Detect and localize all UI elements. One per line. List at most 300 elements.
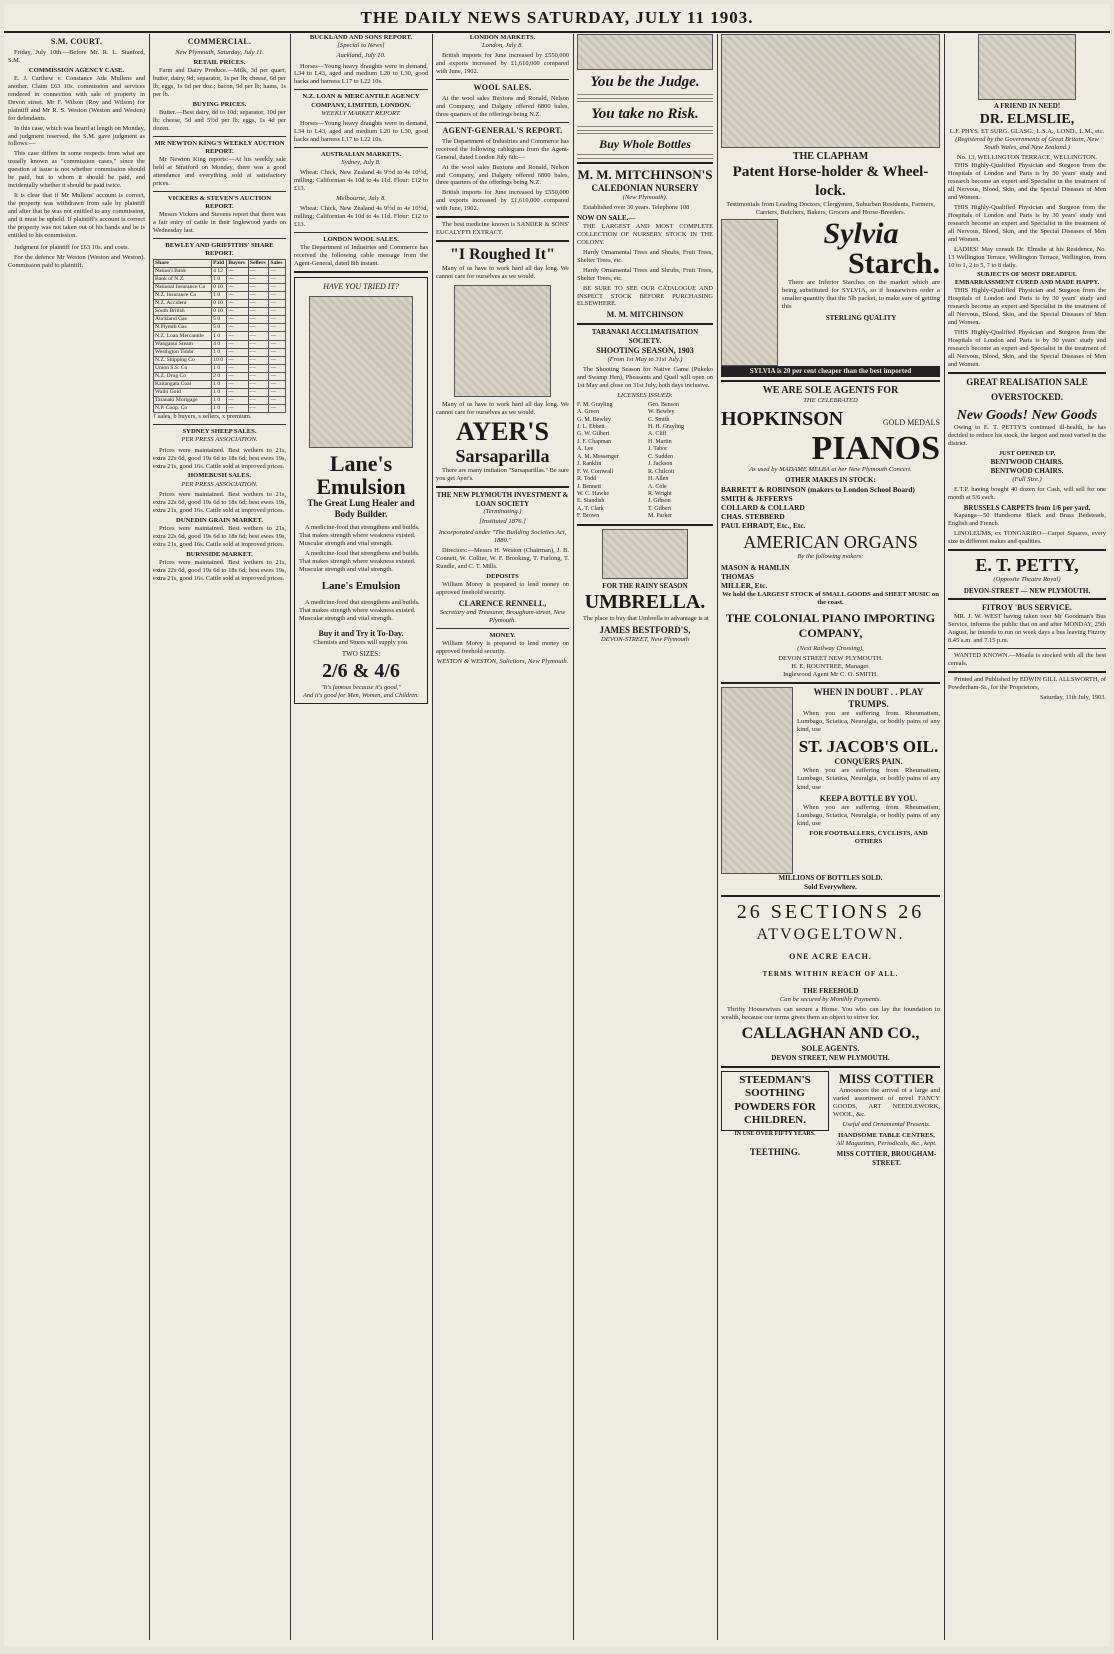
table-cell: — xyxy=(227,397,249,405)
bentwood: BENTWOOD CHAIRS. xyxy=(990,458,1064,467)
clapham: THE CLAPHAM xyxy=(792,151,869,162)
jacobs-copy xyxy=(797,687,940,874)
license-name: C. Sudden xyxy=(648,453,674,460)
table-row xyxy=(154,340,286,348)
other-makes: OTHER MAKES IN STOCK: xyxy=(785,476,876,485)
magazines: All Magazines, Periodicals, &c., kept. xyxy=(836,1139,937,1147)
press-line: PER PRESS ASSOCIATION. xyxy=(181,480,258,488)
mm2: M. M. MITCHINSON xyxy=(606,310,684,320)
table-row xyxy=(154,308,286,316)
melbourne-text: Wheat: Chick, New Zealand 4s 9½d to 4s 10½d, milling; Californian 4s 10d to 4s 11d. Flour: £12 to £13. xyxy=(294,204,428,228)
money-text: William Morey is prepared to lend money on approved freehold security. xyxy=(436,640,569,656)
stock: We hold the LARGEST STOCK of SMALL GOODS and SHEET MUSIC on the coast. xyxy=(722,590,939,606)
names-column xyxy=(648,402,713,521)
table-row xyxy=(154,300,286,308)
wheat-text: Wheat: Chick, New Zealand 4s 9½d to 4s 10½d, milling; Californian 4s 10d to 4s 11d. Flour: £12 to £13. xyxy=(294,169,428,192)
court-para: Judgment for plaintiff for £63 10s. and costs. xyxy=(14,243,130,251)
divider xyxy=(721,895,940,897)
table-cell: Waihi Gold xyxy=(154,389,212,397)
license-name: A. Cole xyxy=(648,483,667,490)
loan-text: Horses—Young heavy draughts were in demand, L34 to L43, aged and medium L20 to L30, good hacks and harness L17 to L22 10s. xyxy=(294,119,428,143)
divider xyxy=(153,238,286,239)
table-cell: — xyxy=(248,332,269,340)
subjects: SUBJECTS OF MOST DREADFUL EMBARRASSMENT CURED AND MADE HAPPY. xyxy=(954,271,1100,287)
sections: 26 SECTIONS 26 xyxy=(736,900,925,923)
table-cell: — xyxy=(269,308,286,316)
license-name: J. Tabor xyxy=(648,446,668,453)
retail-text: Farm and Dairy Produce.—Milk, 3d per quart; butter, dairy, 9d; separator, 1s per lb; cheese, 6d per lb; eggs, 1s 6d per doz.; bacon, 9d per lb; hams, 1s per lb. xyxy=(153,67,286,99)
homebush-text: Prices were maintained. Best wethers to 21s, extra 22s 6d, good 19s 6d to 18s 6d; best ewes 19s, extra 21s, good 16s. Cattle sold at improved prices. xyxy=(153,490,286,514)
license-name: J. Bennett xyxy=(577,483,601,490)
gold: GOLD MEDALS xyxy=(882,418,940,428)
fifty: IN USE OVER FIFTY YEARS. xyxy=(734,1131,816,1138)
london-heading: LONDON MARKETS. xyxy=(469,34,536,41)
table-cell: — xyxy=(227,291,249,299)
organ-make: THOMAS xyxy=(721,572,754,582)
table-header-cell: Sellers xyxy=(248,259,269,267)
table-cell: — xyxy=(248,340,269,348)
license-name: A. Lee xyxy=(577,446,594,453)
table-cell: — xyxy=(227,364,249,372)
court-para: E. J. Carthew v. Constance Ada Mullens and another. Claim £63 10s. commission and services rendered in connection with sale of property in Devon street. Mr F. Wilson (Roy and Wilson) for plaintiff and Mr R. S. Weston (Weston and Weston) for defendants. xyxy=(8,74,145,122)
pianos: PIANOS xyxy=(811,429,940,467)
ayers-title: AYER'S xyxy=(456,416,549,446)
st-jacob-image xyxy=(721,687,793,874)
manager: H. E. ROUNTREE, Manager. xyxy=(791,663,870,671)
divider xyxy=(948,372,1106,374)
acre: ONE ACRE EACH. xyxy=(789,952,872,962)
table-cell: — xyxy=(227,324,249,332)
table-row xyxy=(154,275,286,283)
cottier-text: Announces the arrival of a large and varied assortment of novel FANCY GOODS, ART NEEDLEWORK, WOOL, &c. xyxy=(833,1086,940,1119)
doubt-text: When you are suffering from Rheumatism, Lumbago, Sciatica, Neuralgia, or bodily pains of any kind, use xyxy=(797,709,940,734)
steedman-ad xyxy=(721,1071,829,1168)
brussels: BRUSSELS CARPETS from 1/6 per yard. xyxy=(963,503,1091,512)
quals: L.F. PHYS. ET SURG. GLASG., L.S.A., LOND., L.M., etc. xyxy=(949,128,1105,136)
doctor: DR. ELMSLIE, xyxy=(979,111,1075,127)
share-table xyxy=(153,259,286,414)
bottom-ads xyxy=(721,1071,940,1168)
court-para: This case differs in some respects from what are usually known as "commission cases," since the question at issue is not whether commission should be paid, but to whom it should be paid, and incidentally whether it should be paid twice. xyxy=(8,150,145,190)
agents: WE ARE SOLE AGENTS FOR xyxy=(762,384,899,396)
burnside-text: Prices were maintained. Best wethers to 21s, extra 22s 6d, good 19s 6d to 18s 6d; best ewes 19s, extra 21s, good 16s. Cattle sold at improved prices. xyxy=(153,558,286,582)
table-cell: 1 0 xyxy=(212,275,227,283)
table-row xyxy=(154,389,286,397)
table-cell: South British xyxy=(154,308,212,316)
collection: THE LARGEST AND MOST COMPLETE COLLECTION OF NURSERY STOCK IN THE COLONY. xyxy=(577,223,713,246)
terms: TERMS WITHIN REACH OF ALL. xyxy=(762,970,899,979)
table-cell: 0 10 xyxy=(212,283,227,291)
sylvia-foot: SYLVIA is 20 per cent cheaper than the best imported xyxy=(721,366,940,377)
license-name: J. Ranklin xyxy=(577,461,602,468)
incorporated: Incorporated under "The Building Societies Act, 1880." xyxy=(438,528,567,544)
homebush-heading: HOMEBUSH SALES. xyxy=(187,472,252,480)
teething: TEETHING. xyxy=(749,1146,801,1157)
text-line xyxy=(577,154,713,155)
table-cell: Westhgton Timbr xyxy=(154,348,212,356)
sydney-text: Prices were maintained. Best wethers to 21s, extra 22s 6d, good 19s 6d to 18s 6d; best ewes 19s, extra 21s, good 16s. Cattle sold at improved prices. xyxy=(153,446,286,470)
rainy-heading: FOR THE RAINY SEASON xyxy=(602,581,688,590)
london-date: London, July 8. xyxy=(481,42,524,50)
keep: KEEP A BOTTLE BY YOU. xyxy=(819,793,918,803)
table-row xyxy=(154,267,286,275)
instituted: [Instituted 1876.] xyxy=(479,518,526,526)
table-cell: 0 10 xyxy=(212,308,227,316)
divider xyxy=(721,682,940,684)
divider xyxy=(294,271,428,273)
table-cell: 10 0 xyxy=(212,356,227,364)
newgoods: New Goods! New Goods xyxy=(956,408,1098,423)
now-on-sale: NOW ON SALE.— xyxy=(577,214,636,223)
jacobs-title: ST. JACOB'S OIL. xyxy=(798,737,939,757)
imprint-date: Saturday, 11th July, 1903. xyxy=(1039,693,1106,701)
bucklands-heading: BUCKLAND AND SONS REPORT. xyxy=(309,34,413,41)
license-name: J. L. Ebbett xyxy=(577,424,605,431)
table-cell: 1 0 xyxy=(212,405,227,413)
table-cell: — xyxy=(248,267,269,275)
agent-text-2: At the wool sales Buxtons and Ronald, Nelson and Company, and Dalgety offered 6800 bales, three quarters of the offerings being N.Z. xyxy=(436,163,569,187)
horse-holder-image xyxy=(721,34,940,148)
judge-title: You be the Judge. xyxy=(590,74,700,90)
table-cell: — xyxy=(248,275,269,283)
table-cell: N.Z. Insurance Co xyxy=(154,291,212,299)
devon-street: DEVON STREET NEW PLYMOUTH. xyxy=(778,654,883,662)
divider xyxy=(294,147,428,148)
license-name: H. Martin xyxy=(648,438,672,445)
taranaki-heading: TARANAKI ACCLIMATISATION SOCIETY. xyxy=(591,328,699,345)
table-cell: Union S.S. Co xyxy=(154,364,212,372)
elmslie-text-3: THIS Highly-Qualified Physician and Surgeon from the Hospitals of London and Paris is by 30 years' study and research become an expert and Specialist in the treatment of all Nervous, Blood, Skin, and the Special Diseases of Men and Women. xyxy=(948,287,1106,327)
sole-agents: SOLE AGENTS. xyxy=(801,1044,860,1053)
table-cell: — xyxy=(248,372,269,380)
agent-text: The Department of Industries and Commerce has received the following cablegram from the Agent-General, dated London July 6th:— xyxy=(436,137,569,161)
reg: (Registered by the Governments of Great Britain, New South Wales, and New Zealand.) xyxy=(955,135,1099,152)
steedman: STEEDMAN'S SOOTHING POWDERS FOR CHILDREN. xyxy=(721,1071,829,1132)
sydney-date: Sydney, July 8. xyxy=(341,158,381,166)
piano-make: CHAS. STEBBERD xyxy=(721,512,785,522)
column-london xyxy=(436,34,569,1640)
cottier-foot: MISS COTTIER, BROUGHAM-STREET. xyxy=(836,1149,937,1167)
divider xyxy=(721,1066,940,1068)
directors-text: Directors:—Messrs H. Weston (Chairman), J. B. Connett, W. Collier, W. F. Brooking, T. Furlong, T. Rundle, and C. T. Mills. xyxy=(436,546,569,570)
shooting-dates: (From 1st May to 31st July.) xyxy=(607,355,683,363)
column-rule xyxy=(717,34,718,1640)
ad-lanes-title: Lane's Emulsion xyxy=(316,450,406,499)
divider xyxy=(948,648,1106,649)
cottier: MISS COTTIER xyxy=(839,1070,934,1086)
deposits-heading: DEPOSITS xyxy=(486,572,519,580)
suite: (Full Size.) xyxy=(1012,475,1042,483)
table-cell: — xyxy=(227,308,249,316)
license-name: F. W. Cornwall xyxy=(577,468,614,475)
table-cell: 4 12 xyxy=(212,267,227,275)
divider xyxy=(294,89,428,90)
table-row xyxy=(154,332,286,340)
table-cell: — xyxy=(269,364,286,372)
bentwood-2: BENTWOOD CHAIRS. xyxy=(990,467,1064,476)
ad-price: 2/6 & 4/6 xyxy=(322,659,400,682)
license-name: E. Standish xyxy=(577,498,605,505)
ad-lanes-text: A medicine-food that strengthens and builds. That makes strength where weakness existed. Muscular strength and vital strength. xyxy=(299,524,420,548)
inglewood: Inglewood Agent Mr C. O. SMITH. xyxy=(783,671,878,679)
table-cell: 5 0 xyxy=(212,316,227,324)
piano-make: PAUL EHRADT, Etc., Etc. xyxy=(721,521,806,531)
ad-lanes-text-3: A medicine-food that strengthens and builds. That makes strength where weakness existed. Muscular strength and vital strength. xyxy=(299,599,420,623)
ad-buy: Buy it and Try it To-Day. xyxy=(318,629,404,639)
agent-text-3: British imports for June increased by £550,000 and exports increased by £1,610,000 compared with June, 1902. xyxy=(436,189,569,213)
wanted: WANTED KNOWN.—Moaila is stocked with all the best cereals. xyxy=(948,651,1106,667)
table-cell: — xyxy=(269,348,286,356)
special-line: [Special to News] xyxy=(337,42,385,50)
auckland-date: Auckland, July 10. xyxy=(336,52,386,60)
ad-lanes-sub: The Great Lung Healer and Body Builder. xyxy=(307,497,415,520)
table-cell: Auckland Gas xyxy=(154,316,212,324)
bus-text: MR. J. W. WEST having taken over Mr Goodman's Bus Service, informs the public that on and after MONDAY, 25th August, he intends to run on week days a bus leaving Fitzroy 8.45 a.m. and 7.15 p.m. xyxy=(948,613,1106,645)
table-row xyxy=(154,348,286,356)
deposits-text: William Morey is prepared to lend money on approved freehold security. xyxy=(436,580,569,596)
table-cell: — xyxy=(248,291,269,299)
table-row xyxy=(154,405,286,413)
doubt-text-3: When you are suffering from Rheumatism, Lumbago, Sciatica, Neuralgia, or bodily pains of any kind, use xyxy=(797,803,940,828)
case-title: COMMISSION AGENCY CASE. xyxy=(28,66,125,74)
table-cell: N.Z. Accident xyxy=(154,300,212,308)
ad-tried: HAVE YOU TRIED IT? xyxy=(323,281,399,291)
weston: WESTON & WESTON, Solicitors, New Plymouth. xyxy=(436,658,569,666)
buying-text: Butter.—Best dairy, 8d to 10d; separator, 10d per lb; cheese, 5d and 5½d per lb; eggs, 1s 4d per dozen. xyxy=(153,109,286,133)
divider xyxy=(294,232,428,233)
american: AMERICAN ORGANS xyxy=(743,531,918,552)
table-cell: N.P. Coop. Co xyxy=(154,405,212,413)
petty-text: Owing to E. T. PETTY'S continued ill-health, he has decided to reduce his stock, the largest and most varied in the district. xyxy=(948,424,1106,448)
table-cell: — xyxy=(269,283,286,291)
divider xyxy=(948,671,1106,673)
table-cell: — xyxy=(227,405,249,413)
licenses-heading: LICENSES ISSUED: xyxy=(617,391,673,399)
table-row xyxy=(154,356,286,364)
weekly-heading: WEEKLY MARKET REPORT. xyxy=(321,109,401,117)
catalogue: BE SURE TO SEE OUR CATALOGUE AND INSPECT STOCK BEFORE PURCHASING ELSEWHERE. xyxy=(577,284,713,308)
table-cell: — xyxy=(248,300,269,308)
devon: DEVON-STREET, New Plymouth xyxy=(600,636,690,644)
text-line xyxy=(577,158,713,159)
divider xyxy=(436,240,569,242)
court-heading: S.M. COURT. xyxy=(50,37,103,46)
license-name: Geo. Benson xyxy=(648,401,679,408)
colonial: THE COLONIAL PIANO IMPORTING COMPANY, xyxy=(725,611,936,640)
table-cell: — xyxy=(269,300,286,308)
text-line xyxy=(577,98,713,99)
license-name: A. T. Clark xyxy=(577,505,604,512)
roughed-title: "I Roughed It" xyxy=(450,246,555,264)
license-name: G. W. Gilbert xyxy=(577,431,610,438)
australian-heading: AUSTRALIAN MARKETS. xyxy=(320,150,402,158)
jacobs-ad xyxy=(721,687,940,874)
license-name: A. M. Messenger xyxy=(577,453,619,460)
organs-by: By the following makers: xyxy=(797,552,864,560)
nursery-title: CALEDONIAN NURSERY xyxy=(591,183,699,194)
table-cell: 1 0 xyxy=(212,348,227,356)
doubt: WHEN IN DOUBT . . PLAY TRUMPS. xyxy=(813,687,924,709)
vickers-heading: VICKERS & STEVEN'S AUCTION REPORT. xyxy=(167,195,272,211)
testimonial-portrait xyxy=(454,285,551,397)
roughed-text-2: Many of us have to work hard all day long. We cannot care for ourselves as we would. xyxy=(436,400,569,416)
table-cell: — xyxy=(248,324,269,332)
wool-heading: WOOL SALES. xyxy=(473,83,532,93)
doctor-portrait xyxy=(978,34,1076,100)
london-wool-heading: LONDON WOOL SALES. xyxy=(323,235,399,243)
shooting-heading: SHOOTING SEASON, 1903 xyxy=(596,345,694,355)
table-cell: Wanganui Steam xyxy=(154,340,212,348)
text-line xyxy=(577,133,713,134)
sylvia-title: Sylvia xyxy=(823,216,899,250)
investment-heading: THE NEW PLYMOUTH INVESTMENT & LOAN SOCIETY xyxy=(436,490,569,508)
hopkinson: HOPKINSON xyxy=(721,408,844,431)
table-cell: — xyxy=(248,283,269,291)
sylvia-box-image xyxy=(721,219,778,366)
portrait-image xyxy=(309,296,413,448)
piano-make: SMITH & JEFFERYS xyxy=(721,493,793,503)
table-cell: — xyxy=(248,348,269,356)
license-name: A. Cliff xyxy=(648,431,667,438)
address: No. 13, WELLINGTON TERRACE, WELLINGTON. xyxy=(957,154,1097,162)
ornamental-2: Hardy Ornamental Trees and Shrubs, Fruit Trees, Shelter Trees, etc. xyxy=(577,266,713,282)
umbrella-text: The place to buy that Umbrella to advantage is at xyxy=(583,615,709,623)
table-cell: — xyxy=(248,405,269,413)
divider xyxy=(721,380,940,382)
divider xyxy=(436,486,569,488)
table-cell: — xyxy=(248,397,269,405)
column-nursery xyxy=(577,34,713,1640)
clarence: CLARENCE RENNELL, xyxy=(458,598,547,608)
table-row xyxy=(154,397,286,405)
court-para: It is clear that if Mr Mullens' account is correct, the property was withdrawn from sale by plaintiff and after that he was not entitled to any commission, and it must be upheld. If plaintiff's account is correct the property was not taken out of his hands and he is entitled to his commission. xyxy=(8,192,145,239)
table-cell: Bank of N.Z. xyxy=(154,275,212,283)
divider xyxy=(577,524,713,526)
table-cell: N.Z. Loan Mercantile xyxy=(154,332,212,340)
horses-text: Horses—Young heavy draughts were in demand, L34 to L43, aged and medium L20 to L30, good hacks and harness L17 to L22 10s. xyxy=(294,62,428,86)
monthly: Can be secured by Monthly Payments. xyxy=(779,995,882,1003)
table-cell: — xyxy=(227,340,249,348)
table-cell: — xyxy=(269,389,286,397)
umbrella-image xyxy=(602,529,688,579)
column-rule xyxy=(944,34,945,1640)
license-name: W. Bewley xyxy=(648,409,675,416)
starch-title: Starch. xyxy=(848,246,940,280)
divider xyxy=(577,323,713,325)
organ-make: MASON & HAMLIN xyxy=(721,563,790,573)
table-row xyxy=(154,364,286,372)
footballers: FOR FOOTBALLERS, CYCLISTS, AND OTHERS xyxy=(809,830,928,846)
melbourne-date: Melbourne, July 8. xyxy=(336,194,386,202)
table-cell: 1 0 xyxy=(212,364,227,372)
handsome: HANDSOME TABLE CENTRES, xyxy=(838,1131,935,1139)
license-name: C. Smith xyxy=(648,416,670,423)
buying-heading: BUYING PRICES. xyxy=(192,101,247,108)
ayers-note: There are many imitation "Sarsaparillas." Be sure you get Ayer's. xyxy=(436,466,569,482)
agent-heading: AGENT-GENERAL'S REPORT. xyxy=(442,125,563,135)
sylvia-ad xyxy=(721,216,940,366)
masthead: THE DAILY NEWS SATURDAY, JULY 11 1903. xyxy=(4,8,1110,33)
column-ads xyxy=(721,34,940,1640)
license-name: J. Gibson xyxy=(648,498,671,505)
table-cell: — xyxy=(269,372,286,380)
table-cell: — xyxy=(227,372,249,380)
piano-make: BARRETT & ROBINSON (makers to London School Board) xyxy=(721,484,915,494)
table-cell: — xyxy=(248,356,269,364)
newspaper-page xyxy=(4,4,1110,1646)
text-line xyxy=(577,126,713,127)
license-name: J. F. Chapman xyxy=(577,438,612,445)
ad-chemists: Chemists and Stores will supply you. xyxy=(313,639,409,647)
london-text: British imports for June increased by £550,000 and exports increased by £1,610,000 compared with June, 1902. xyxy=(436,52,569,76)
table-cell: — xyxy=(269,275,286,283)
ad-famous: "It's famous because it's good," xyxy=(320,683,402,691)
table-cell: 1 0 xyxy=(212,380,227,388)
table-cell: National Insurance Co xyxy=(154,283,212,291)
table-cell: — xyxy=(269,356,286,364)
table-cell: — xyxy=(227,275,249,283)
est: Established over 30 years. Telephone 108 xyxy=(583,204,690,212)
elmslie-text: THIS Highly-Qualified Physician and Surgeon from the Hospitals of London and Paris is by 30 years' study and research become an expert and Specialist in the treatment of all Nervous, Blood, Skin, and the Special Diseases of Men and Women. xyxy=(948,162,1106,201)
text-line xyxy=(577,130,713,131)
bewley-heading: BEWLEY AND GRIFFITHS' SHARE REPORT. xyxy=(165,242,274,258)
divider xyxy=(948,598,1106,600)
realisation: GREAT REALISATION SALE xyxy=(966,376,1088,387)
commercial-dateline: New Plymouth, Saturday, July 11. xyxy=(175,48,264,56)
terminating: (Terminating.) xyxy=(483,508,522,516)
ad-good: And it's good for Men, Women, and Children. xyxy=(303,691,419,699)
table-cell: — xyxy=(269,405,286,413)
table-cell: 1 0 xyxy=(212,332,227,340)
table-cell: 1 0 xyxy=(212,397,227,405)
wool-text: At the wool sales Buxtons and Ronald, Nelson and Company, and Dalgety offered 6800 bales, three quarters of the offerings being N.Z. xyxy=(436,95,569,118)
burnside-heading: BURNSIDE MARKET. xyxy=(186,550,253,558)
table-cell: — xyxy=(248,389,269,397)
money-heading: MONEY. xyxy=(489,632,516,639)
devon-2: DEVON STREET, NEW PLYMOUTH. xyxy=(771,1053,890,1062)
column-commercial xyxy=(153,34,286,1640)
license-name: M. Parker xyxy=(648,513,672,520)
king-heading: MR NEWTON KING'S WEEKLY AUCTION REPORT. xyxy=(154,139,285,156)
table-cell: N.Z. Shipping Co xyxy=(154,356,212,364)
hopkinson-row xyxy=(721,407,940,432)
license-name: G. M. Bewley xyxy=(577,416,611,423)
table-cell: — xyxy=(248,380,269,388)
license-name: T. Gilbert xyxy=(648,505,672,512)
table-cell: — xyxy=(269,324,286,332)
organ-make: MILLER, Etc. xyxy=(721,581,768,591)
patent: Patent Horse-holder & Wheel-lock. xyxy=(732,164,929,199)
table-cell: — xyxy=(227,316,249,324)
court-para: In this case, which was heard at length on Monday, and judgment reserved, the S.M. gave judgment as follows:— xyxy=(8,124,145,148)
sarsaparilla-title: Sarsaparilla xyxy=(455,445,550,466)
np: (New Plymouth). xyxy=(622,194,668,202)
names-column xyxy=(577,402,642,521)
divider xyxy=(577,162,713,164)
atvogeltown: ATVOGELTOWN. xyxy=(756,925,905,943)
sylvia-copy xyxy=(782,216,940,366)
licenses-list xyxy=(577,402,713,521)
organ-makes-list xyxy=(721,563,940,591)
piano-make: COLLARD & COLLARD xyxy=(721,503,805,513)
divider xyxy=(153,136,286,137)
table-cell: — xyxy=(227,380,249,388)
sander-ad: The best medicine known is SANDER & SONS' EUCALYPTI EXTRACT. xyxy=(436,221,569,237)
freehold: THE FREEHOLD xyxy=(802,986,859,995)
petty: E. T. PETTY, xyxy=(975,555,1079,576)
column-rule xyxy=(290,34,291,1640)
sterling: STERLING QUALITY xyxy=(825,313,897,322)
